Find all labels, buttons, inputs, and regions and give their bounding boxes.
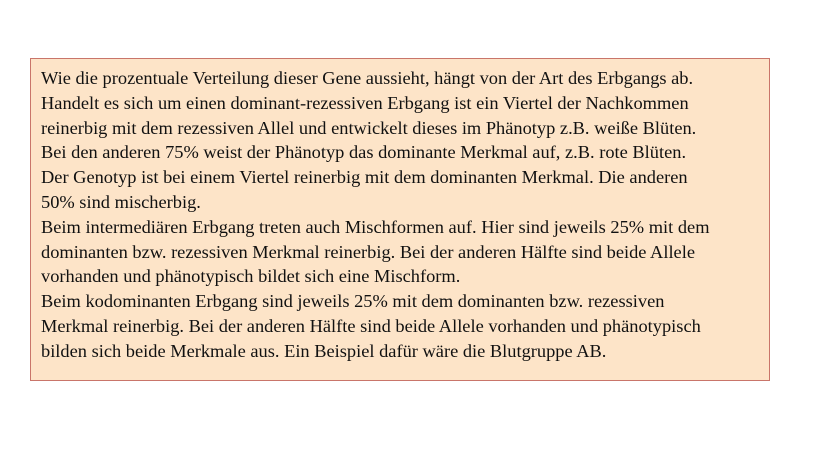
text-line: Wie die prozentuale Verteilung dieser Gene aussieht, hängt von der Art des Erbgangs ab. — [41, 68, 694, 88]
text-line: dominanten bzw. rezessiven Merkmal reinerbig. Bei der anderen Hälfte sind beide Allele — [41, 241, 695, 262]
text-line: Bei den anderen 75% weist der Phänotyp das dominante Merkmal auf, z.B. rote Blüten. — [41, 142, 687, 163]
text-line: Handelt es sich um einen dominant-rezessiven Erbgang ist ein Viertel der Nachkommen — [41, 92, 689, 113]
text-line: reinerbig mit dem rezessiven Allel und entwickelt dieses im Phänotyp z.B. weiße Blüten. — [41, 117, 697, 138]
text-line: vorhanden und phänotypisch bildet sich eine Mischform. — [41, 266, 461, 287]
text-line: Beim intermediären Erbgang treten auch Mischformen auf. Hier sind jeweils 25% mit dem — [41, 216, 710, 237]
text-line: Beim kodominanten Erbgang sind jeweils 25% mit dem dominanten bzw. rezessiven — [41, 291, 665, 312]
text-box — [30, 58, 770, 381]
text-line: 50% sind mischerbig. — [41, 191, 201, 212]
text-line: Der Genotyp ist bei einem Viertel reinerbig mit dem dominanten Merkmal. Die anderen — [41, 167, 688, 188]
text-line: Merkmal reinerbig. Bei der anderen Hälfte sind beide Allele vorhanden und phänotypisch — [41, 315, 701, 336]
text-line: bilden sich beide Merkmale aus. Ein Beispiel dafür wäre die Blutgruppe AB. — [41, 340, 607, 361]
